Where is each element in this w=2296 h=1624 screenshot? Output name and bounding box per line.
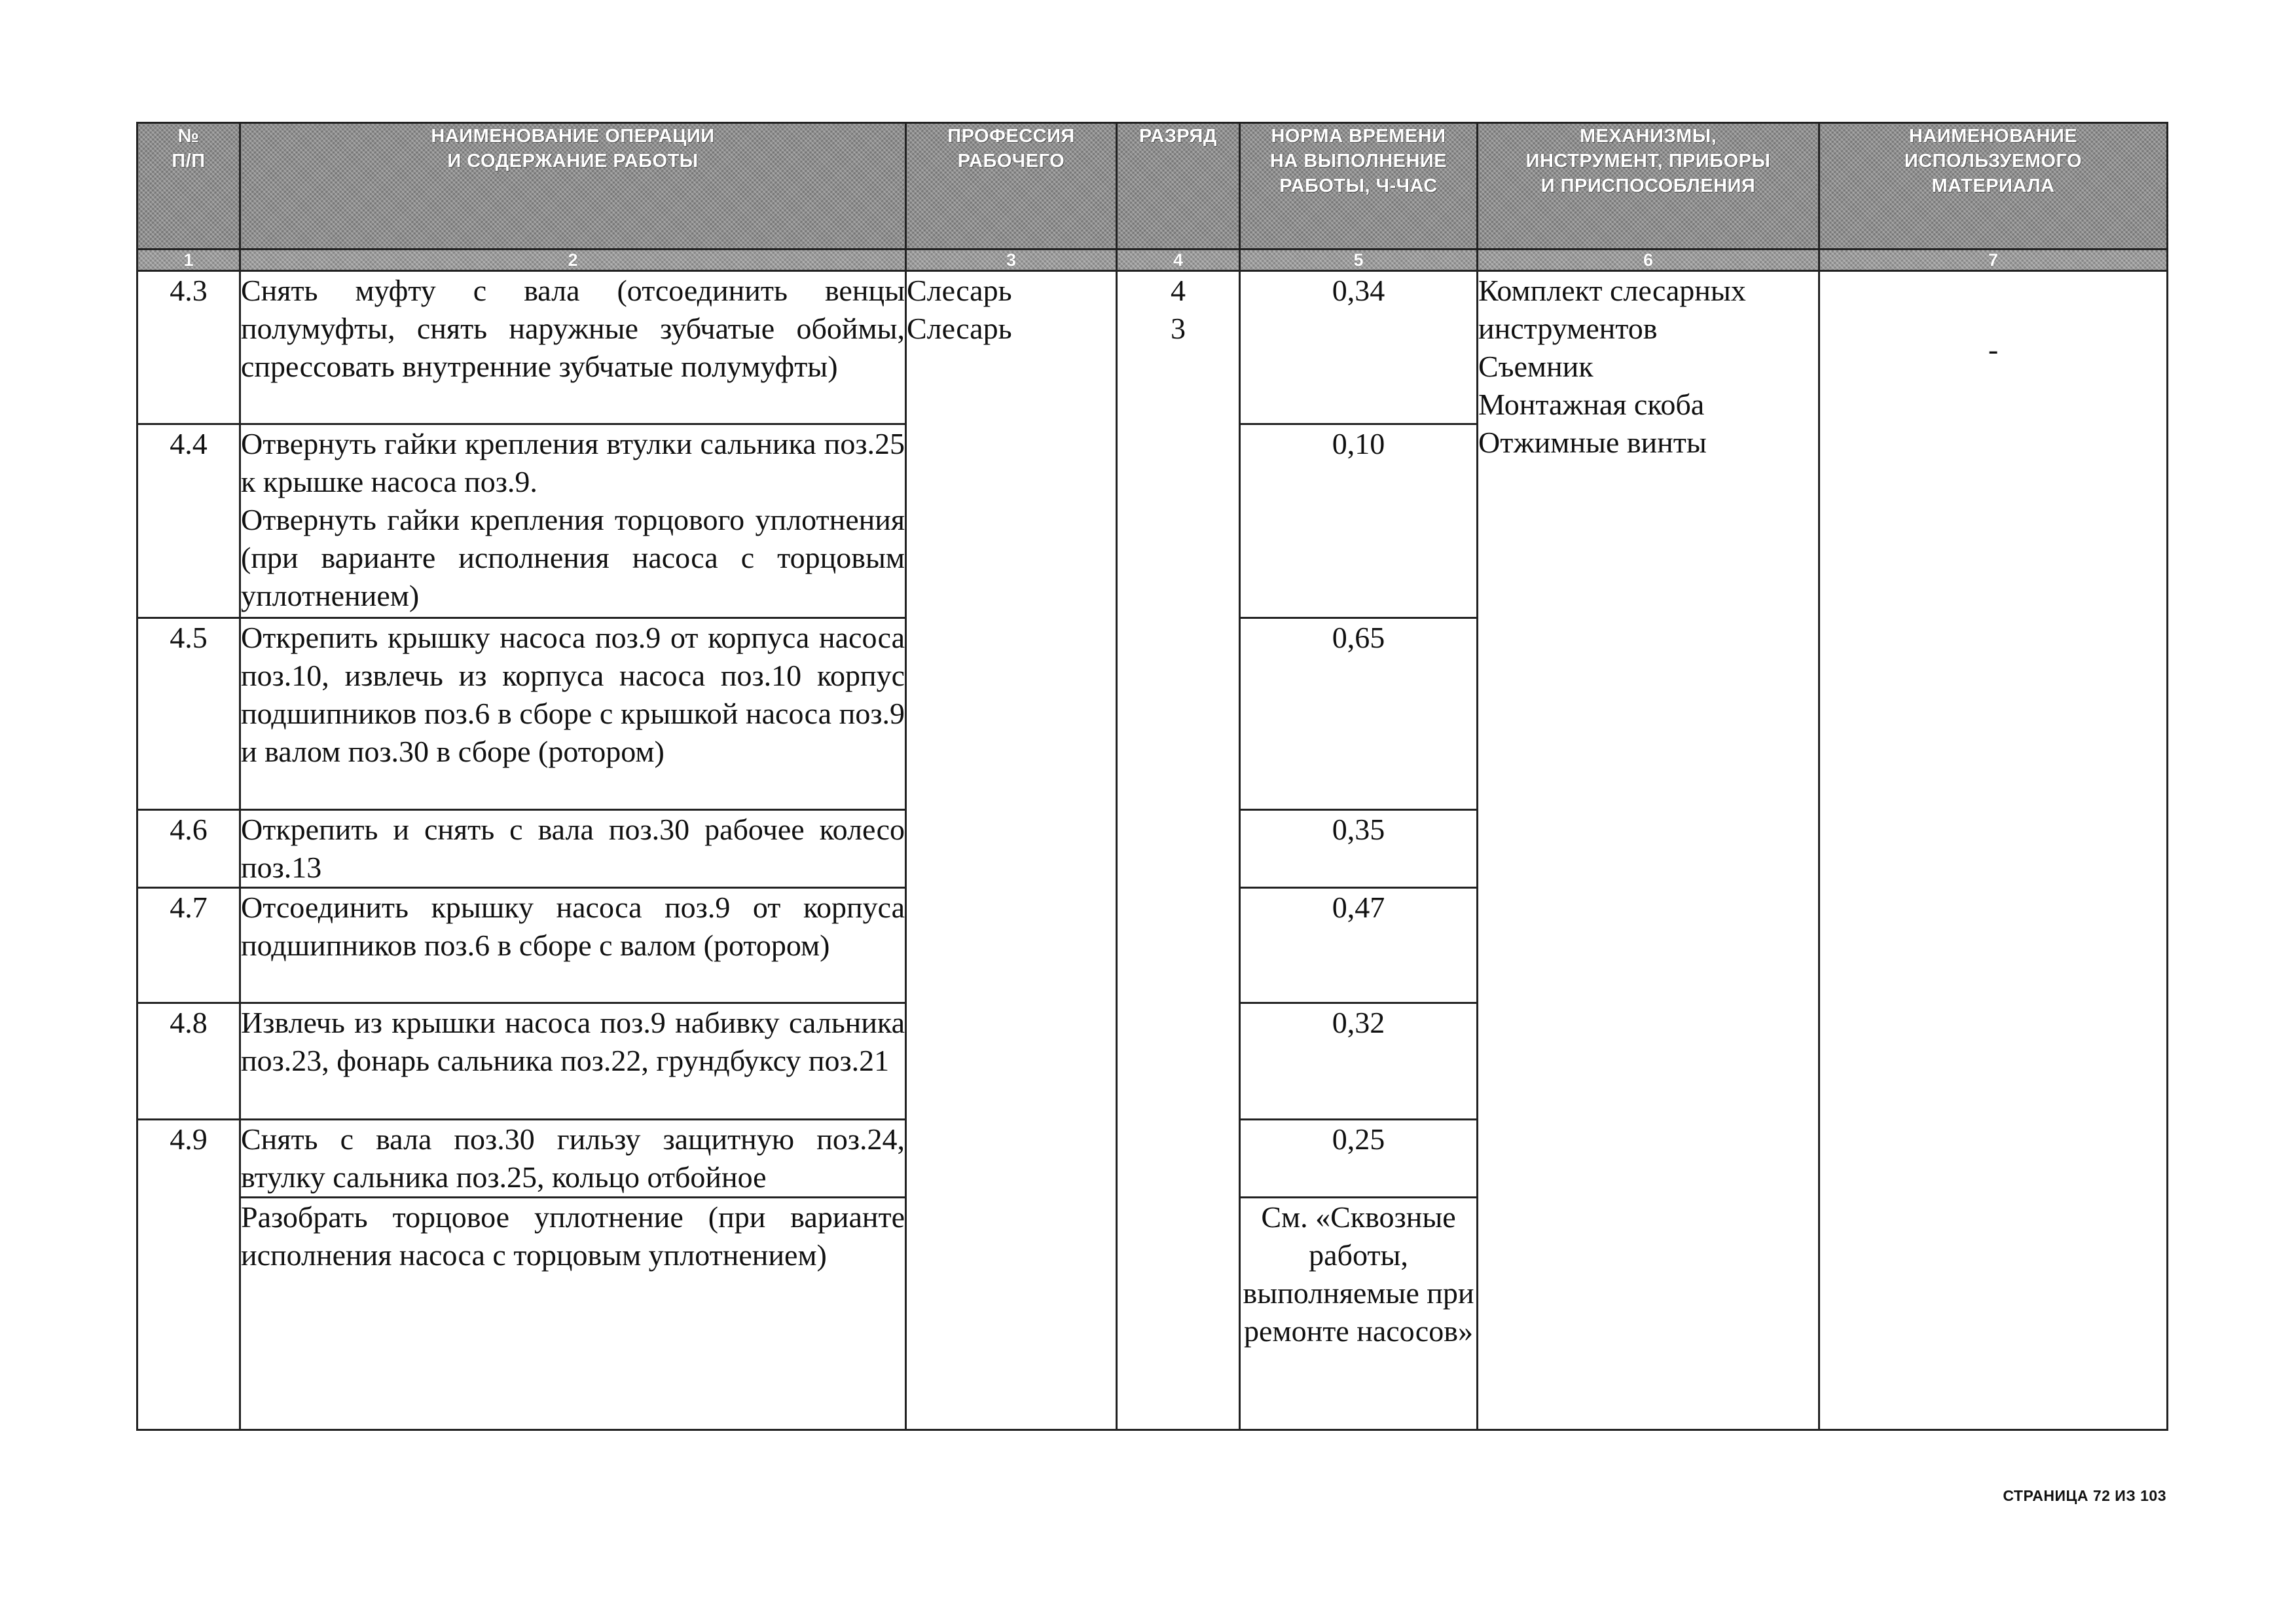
row-number: 4.6	[137, 810, 240, 888]
operation-text: Отвернуть гайки крепления втулки сальника поз.25 к крышке насоса поз.9. Отвернуть гайки крепления торцового уплотнения (при варианте исполнения насоса с торцовым уплотнением)	[240, 424, 906, 618]
header-col-grade: РАЗРЯД	[1117, 123, 1240, 249]
grade-value: 4	[1171, 274, 1186, 307]
column-number: 7	[1819, 249, 2168, 271]
profession-value: Слесарь	[907, 312, 1012, 345]
material-cell	[1819, 271, 2168, 1430]
time-norm: 0,47	[1240, 888, 1478, 1003]
tool-item: Съемник	[1478, 350, 1594, 383]
column-number: 6	[1478, 249, 1819, 271]
column-number: 2	[240, 249, 906, 271]
row-number: 4.4	[137, 424, 240, 618]
operation-text: Извлечь из крышки насоса поз.9 набивку сальника поз.23, фонарь сальника поз.22, грундбуксу поз.21	[240, 1003, 906, 1120]
column-number-row	[137, 249, 2168, 271]
time-norm: 0,34	[1240, 271, 1478, 424]
time-norm: 0,25	[1240, 1120, 1478, 1198]
tool-item: Монтажная скоба	[1478, 388, 1705, 421]
header-col-material: НАИМЕНОВАНИЕ ИСПОЛЬЗУЕМОГО МАТЕРИАЛА	[1819, 123, 2168, 249]
grade-value: 3	[1171, 312, 1186, 345]
header-col-time-norm: НОРМА ВРЕМЕНИ НА ВЫПОЛНЕНИЕ РАБОТЫ, Ч-ЧАС	[1240, 123, 1478, 249]
time-norm: 0,35	[1240, 810, 1478, 888]
operations-sheet	[136, 122, 2166, 1431]
material-value: -	[1988, 333, 1999, 366]
row-number: 4.9	[137, 1120, 240, 1430]
operation-text: Разобрать торцовое уплотнение (при варианте исполнения насоса с торцовым уплотнением)	[240, 1198, 906, 1430]
row-number: 4.3	[137, 271, 240, 424]
operations-table	[136, 122, 2168, 1431]
header-col-number: № П/П	[137, 123, 240, 249]
tool-item: Отжимные винты	[1478, 426, 1707, 459]
operation-text: Открепить крышку насоса поз.9 от корпуса насоса поз.10, извлечь из корпуса насоса поз.10 корпус подшипников поз.6 в сборе с крышкой насоса поз.9 и валом поз.30 в сборе (ротором)	[240, 618, 906, 810]
column-number: 4	[1117, 249, 1240, 271]
operation-text: Отсоединить крышку насоса поз.9 от корпуса подшипников поз.6 в сборе с валом (ротором)	[240, 888, 906, 1003]
table-row	[137, 271, 2168, 424]
column-number: 5	[1240, 249, 1478, 271]
row-number: 4.5	[137, 618, 240, 810]
column-number: 3	[906, 249, 1117, 271]
time-norm: 0,32	[1240, 1003, 1478, 1120]
grade-cell	[1117, 271, 1240, 1430]
operation-text: Открепить и снять с вала поз.30 рабочее колесо поз.13	[240, 810, 906, 888]
page-number: СТРАНИЦА 72 ИЗ 103	[2003, 1487, 2166, 1504]
row-number: 4.7	[137, 888, 240, 1003]
operation-text: Снять муфту с вала (отсоединить венцы полумуфты, снять наружные зубчатые обоймы, спрессовать внутренние зубчатые полумуфты)	[240, 271, 906, 424]
row-number: 4.8	[137, 1003, 240, 1120]
time-norm-reference: См. «Сквозные работы, выполняемые при ремонте насосов»	[1240, 1198, 1478, 1430]
operation-text: Снять с вала поз.30 гильзу защитную поз.24, втулку сальника поз.25, кольцо отбойное	[240, 1120, 906, 1198]
profession-value: Слесарь	[907, 274, 1012, 307]
time-norm: 0,10	[1240, 424, 1478, 618]
column-number: 1	[137, 249, 240, 271]
header-col-tools: МЕХАНИЗМЫ, ИНСТРУМЕНТ, ПРИБОРЫ И ПРИСПОСОБЛЕНИЯ	[1478, 123, 1819, 249]
profession-cell	[906, 271, 1117, 1430]
tools-cell	[1478, 271, 1819, 1430]
time-norm: 0,65	[1240, 618, 1478, 810]
header-row	[137, 123, 2168, 249]
header-col-operation: НАИМЕНОВАНИЕ ОПЕРАЦИИ И СОДЕРЖАНИЕ РАБОТЫ	[240, 123, 906, 249]
tool-item: Комплект слесарных инструментов	[1478, 274, 1746, 345]
header-col-profession: ПРОФЕССИЯ РАБОЧЕГО	[906, 123, 1117, 249]
